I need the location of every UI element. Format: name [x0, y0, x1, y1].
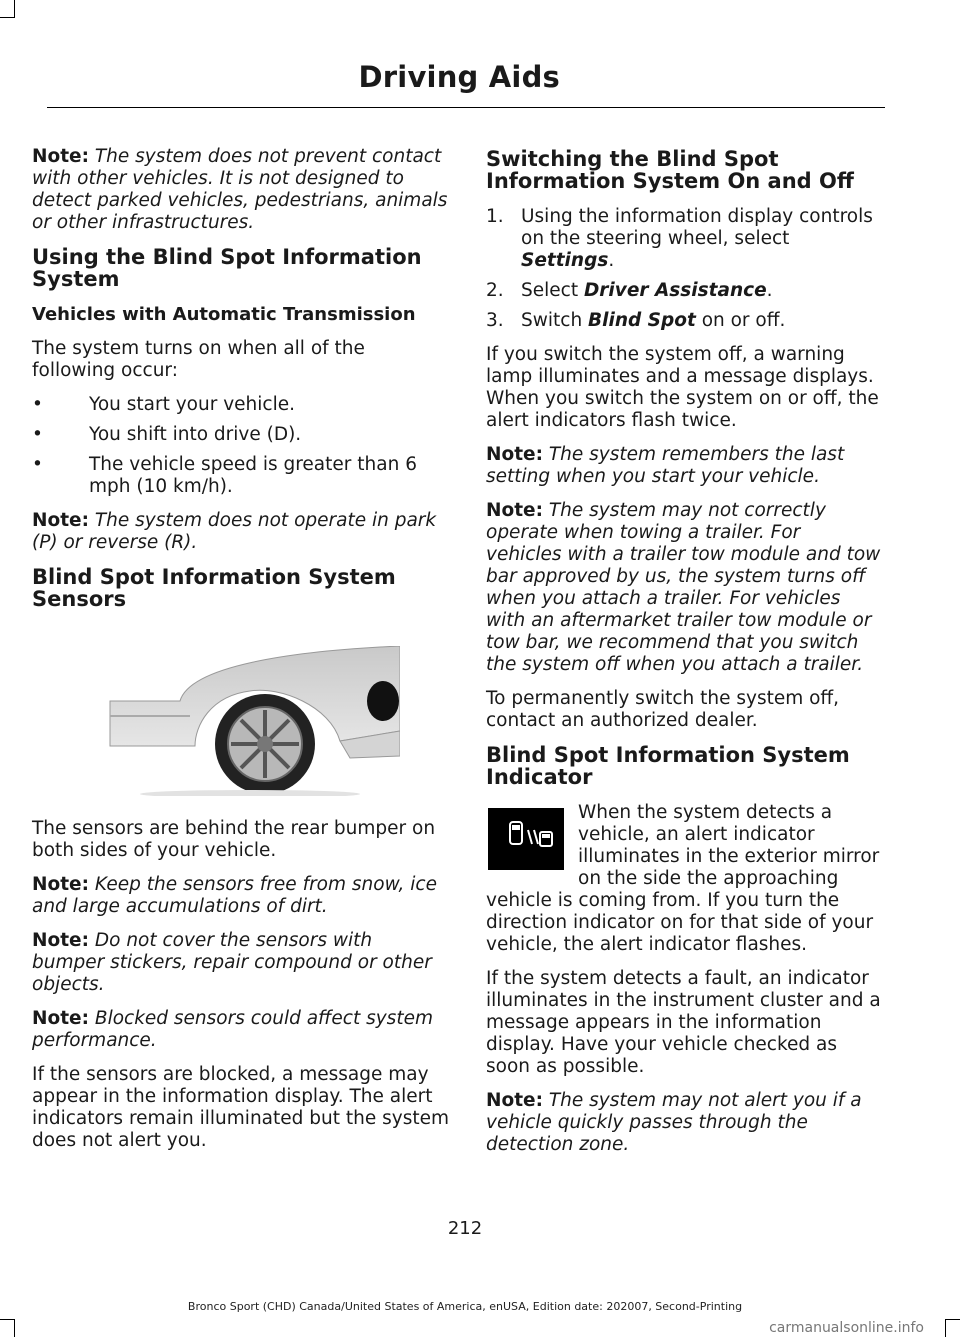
step-list: [486, 206, 881, 332]
paragraph: If the sensors are blocked, a message may appear in the information display. The alert indicators remain illuminated but the system does not alert you.: [32, 1064, 449, 1151]
note-text: Keep the sensors free from snow, ice and large accumulations of dirt.: [32, 874, 437, 917]
crop-mark: [0, 17, 15, 18]
step-number: 1.: [486, 206, 504, 227]
paragraph: The system turns on when all of the following occur:: [32, 338, 365, 381]
note: [32, 510, 450, 554]
note-label: Note:: [32, 510, 89, 531]
note-label: Note:: [32, 146, 89, 167]
note: [486, 500, 881, 676]
list-item: [32, 424, 450, 446]
bullet-list: [32, 394, 450, 498]
note-label: Note:: [32, 874, 89, 895]
list-item-text: You start your vehicle.: [89, 394, 295, 415]
note-text: The system does not operate in park (P) or reverse (R).: [32, 510, 437, 553]
section-heading: Blind Spot Information System Sensors: [32, 565, 396, 611]
paragraph: The sensors are behind the rear bumper on both sides of your vehicle.: [32, 818, 436, 861]
note: [32, 146, 450, 234]
crop-mark: [945, 1319, 960, 1320]
note-label: Note:: [32, 930, 89, 951]
section-heading: Using the Blind Spot Information System: [32, 245, 422, 291]
note: [486, 1090, 881, 1156]
note: [32, 930, 450, 996]
step-text: .: [608, 250, 615, 271]
menu-option: Blind Spot: [588, 310, 696, 331]
note-label: Note:: [32, 1008, 89, 1029]
list-item-text: You shift into drive (D).: [89, 424, 302, 445]
step-text: Switch: [521, 310, 589, 331]
note: [32, 1008, 450, 1052]
note-text: The system does not prevent contact with other vehicles. It is not designed to detect parked vehicles, pedestrians, animals or other infrastructures.: [32, 146, 448, 233]
menu-option: Settings: [521, 250, 609, 271]
note: [486, 444, 881, 488]
note-text: The system remembers the last setting when you start your vehicle.: [486, 444, 845, 487]
paragraph: If you switch the system off, a warning lamp illuminates and a message displays. When you switch the system on or off, the alert indicators flash twice.: [486, 344, 879, 431]
section-heading: Blind Spot Information System Indicator: [486, 743, 850, 789]
list-item: [486, 310, 881, 332]
note-label: Note:: [486, 1090, 543, 1111]
footer-text: Bronco Sport (CHD) Canada/United States of America, enUSA, Edition date: 202007, Second-Printing: [187, 1300, 743, 1313]
step-number: 3.: [486, 310, 504, 331]
section-heading: Switching the Blind Spot Information System On and Off: [486, 147, 854, 193]
step-text: .: [766, 280, 773, 301]
bullet-icon: •: [32, 424, 43, 445]
list-item: [486, 280, 881, 302]
bullet-icon: •: [32, 394, 43, 415]
menu-option: Driver Assistance: [583, 280, 767, 301]
note-text: The system may not correctly operate when towing a trailer. For vehicles with a trailer tow module and tow bar approved by us, the system turns off when you attach a trailer. For vehicles with an aftermarket trailer tow module or tow bar, we recommend that you switch the system off when you attach a trailer.: [486, 500, 881, 675]
page-number: 212: [447, 1218, 483, 1239]
step-text: Select: [521, 280, 584, 301]
bullet-icon: •: [32, 454, 43, 475]
blind-spot-indicator-icon: [488, 808, 564, 870]
note-text: Blocked sensors could affect system performance.: [32, 1008, 433, 1051]
list-item: [486, 206, 881, 272]
watermark: carmanualsonline.info: [769, 1320, 924, 1336]
note-label: Note:: [486, 500, 543, 521]
paragraph: When the system detects a vehicle, an alert indicator illuminates in the exterior mirror on the side the approaching vehicle is coming from. If you turn the direction indicator on for that side of your vehicle, the alert indicator flashes.: [486, 802, 880, 955]
note: [32, 874, 450, 918]
rear-wheel-sensor-illustration: [100, 646, 400, 796]
note-text: Do not cover the sensors with bumper stickers, repair compound or other objects.: [32, 930, 432, 995]
paragraph: To permanently switch the system off, contact an authorized dealer.: [486, 688, 840, 731]
list-item: [32, 454, 450, 498]
list-item-text: The vehicle speed is greater than 6 mph (10 km/h).: [89, 454, 417, 497]
step-text: on or off.: [695, 310, 786, 331]
note-text: The system may not alert you if a vehicle quickly passes through the detection zone.: [486, 1090, 862, 1155]
header-divider: [47, 107, 885, 108]
crop-mark: [14, 0, 15, 18]
subsection-heading: Vehicles with Automatic Transmission: [32, 304, 416, 325]
crop-mark: [14, 1319, 15, 1337]
step-text: Using the information display controls on the steering wheel, select: [521, 206, 873, 249]
list-item: [32, 394, 450, 416]
indicator-block: [486, 802, 881, 968]
page-title: Driving Aids: [358, 60, 560, 94]
crop-mark: [0, 1319, 15, 1320]
right-column: [486, 146, 881, 1168]
step-number: 2.: [486, 280, 504, 301]
note-label: Note:: [486, 444, 543, 465]
left-column: [32, 146, 450, 1164]
paragraph: If the system detects a fault, an indicator illuminates in the instrument cluster and a message appears in the information display. Have your vehicle checked as soon as possible.: [486, 968, 881, 1077]
crop-mark: [945, 1319, 946, 1337]
